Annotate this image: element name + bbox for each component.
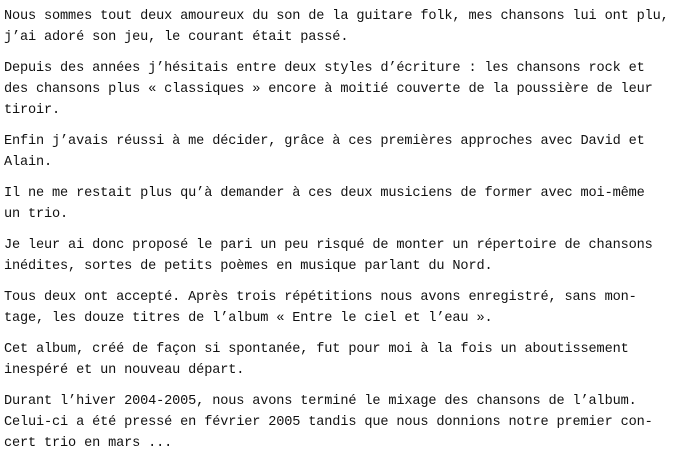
document-body [4,6,690,464]
paragraph-4: Il ne me restait plus qu’à demander à ces deux musiciens de former avec moi-même un trio. [4,186,645,222]
paragraph-8: Durant l’hiver 2004-2005, nous avons terminé le mixage des chansons de l’album. Celui-ci a été pressé en février 2005 tandis que nous donnions notre premier con- cert trio en mars ... [4,394,653,451]
paragraph-3: Enfin j’avais réussi à me décider, grâce à ces premières approches avec David et Alain. [4,134,645,170]
paragraph-1: Nous sommes tout deux amoureux du son de la guitare folk, mes chansons lui ont plu, j’ai adoré son jeu, le courant était passé. [4,9,669,45]
paragraph-2: Depuis des années j’hésitais entre deux styles d’écriture : les chansons rock et des chansons plus « classiques » encore à moitié couverte de la poussière de leur tiroir. [4,61,653,118]
paragraph-5: Je leur ai donc proposé le pari un peu risqué de monter un répertoire de chansons inédites, sortes de petits poèmes en musique parlant du Nord. [4,238,653,274]
paragraph-7: Cet album, créé de façon si spontanée, fut pour moi à la fois un aboutissement inespéré et un nouveau départ. [4,342,629,378]
paragraph-6: Tous deux ont accepté. Après trois répétitions nous avons enregistré, sans mon- tage, les douze titres de l’album « Entre le ciel et l’eau ». [4,290,637,326]
